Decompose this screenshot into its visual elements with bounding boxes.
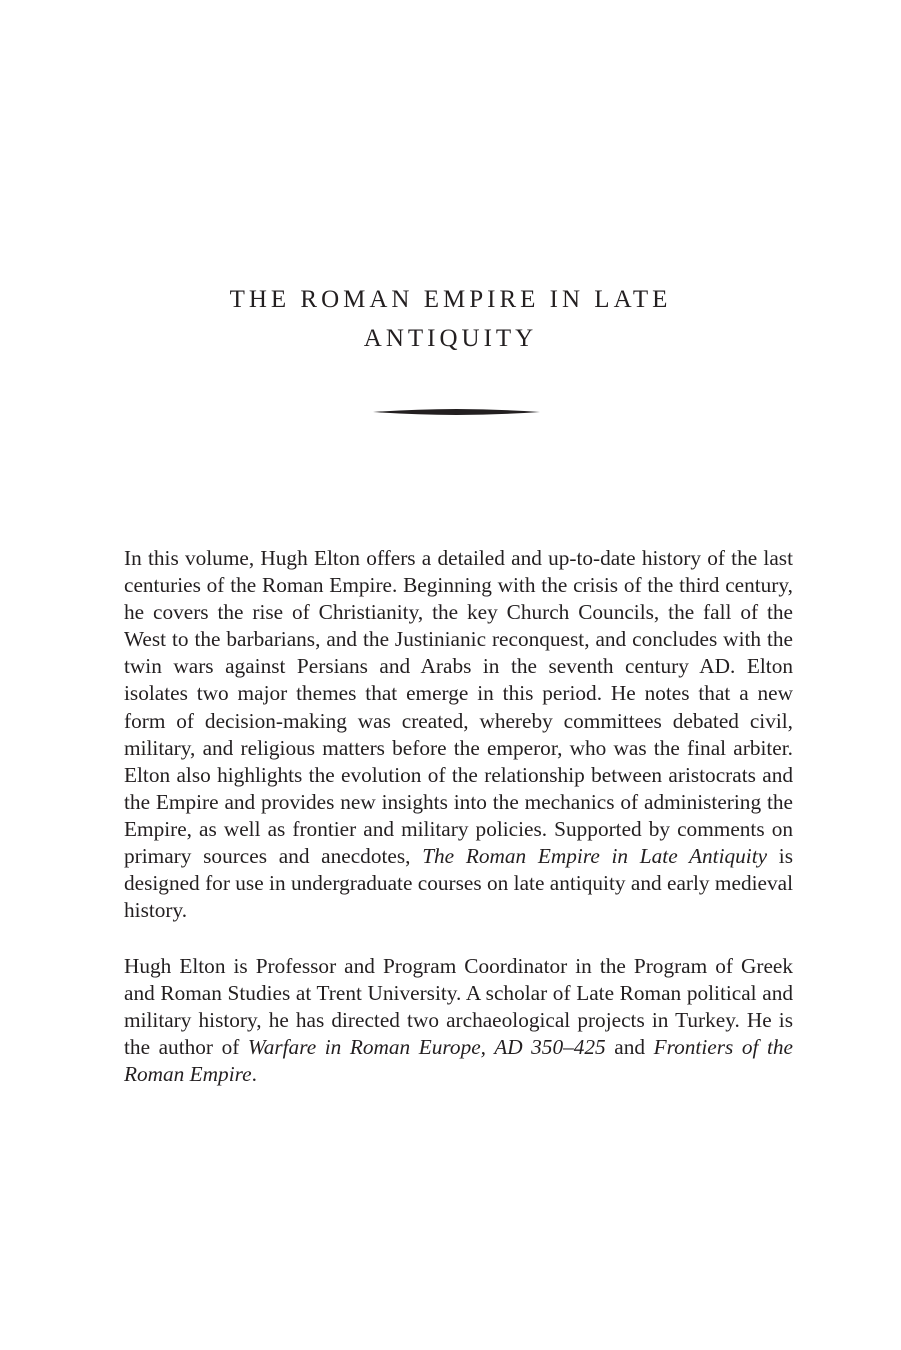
description-text: In this volume, Hugh Elton offers a detailed and up-to-date history of the last centuries of the Roman Empire. Beginning with the crisis of the third century, he covers the rise of Christianity, the key Church Councils, the fall of the West to the barbarians, and the Justinianic reconquest, and concludes with the twin wars against Persians and Arabs in the seventh century AD. Elton isolates two major themes that emerge in this period. He notes that a new form of decision-making was created, whereby committees debated civil, military, and religious matters before the emperor, who was the final arbiter. Elton also highlights the evolution of the relationship between aristocrats and the Empire and provides new insights into the mechanics of administering the Empire, as well as frontier and military policies. Supported by comments on primary sources and anecdotes, (124, 546, 793, 869)
page-title (0, 280, 901, 358)
book-description (124, 545, 793, 924)
bio-end: . (251, 1062, 257, 1087)
title-line-2: ANTIQUITY (363, 325, 538, 352)
description-text-end: is designed for use in undergraduate courses on late antiquity and early medieval history. (124, 844, 793, 923)
bio-text: Hugh Elton is Professor and Program Coordinator in the Program of Greek and Roman Studies at Trent University. A scholar of Late Roman political and military history, he has directed two archaeological projects in Turkey. He is the author of (124, 954, 793, 1060)
bio-connector: and (605, 1035, 654, 1060)
bio-work-title-1: Warfare in Roman Europe, AD 350–425 (247, 1035, 606, 1060)
bio-work-title-2: Frontiers of the Roman Empire (124, 1035, 794, 1087)
title-line-1: THE ROMAN EMPIRE IN LATE (229, 286, 672, 313)
book-title-italic: The Roman Empire in Late Antiquity (422, 844, 768, 869)
title-ornament-divider (373, 408, 540, 416)
author-bio (124, 953, 793, 1088)
